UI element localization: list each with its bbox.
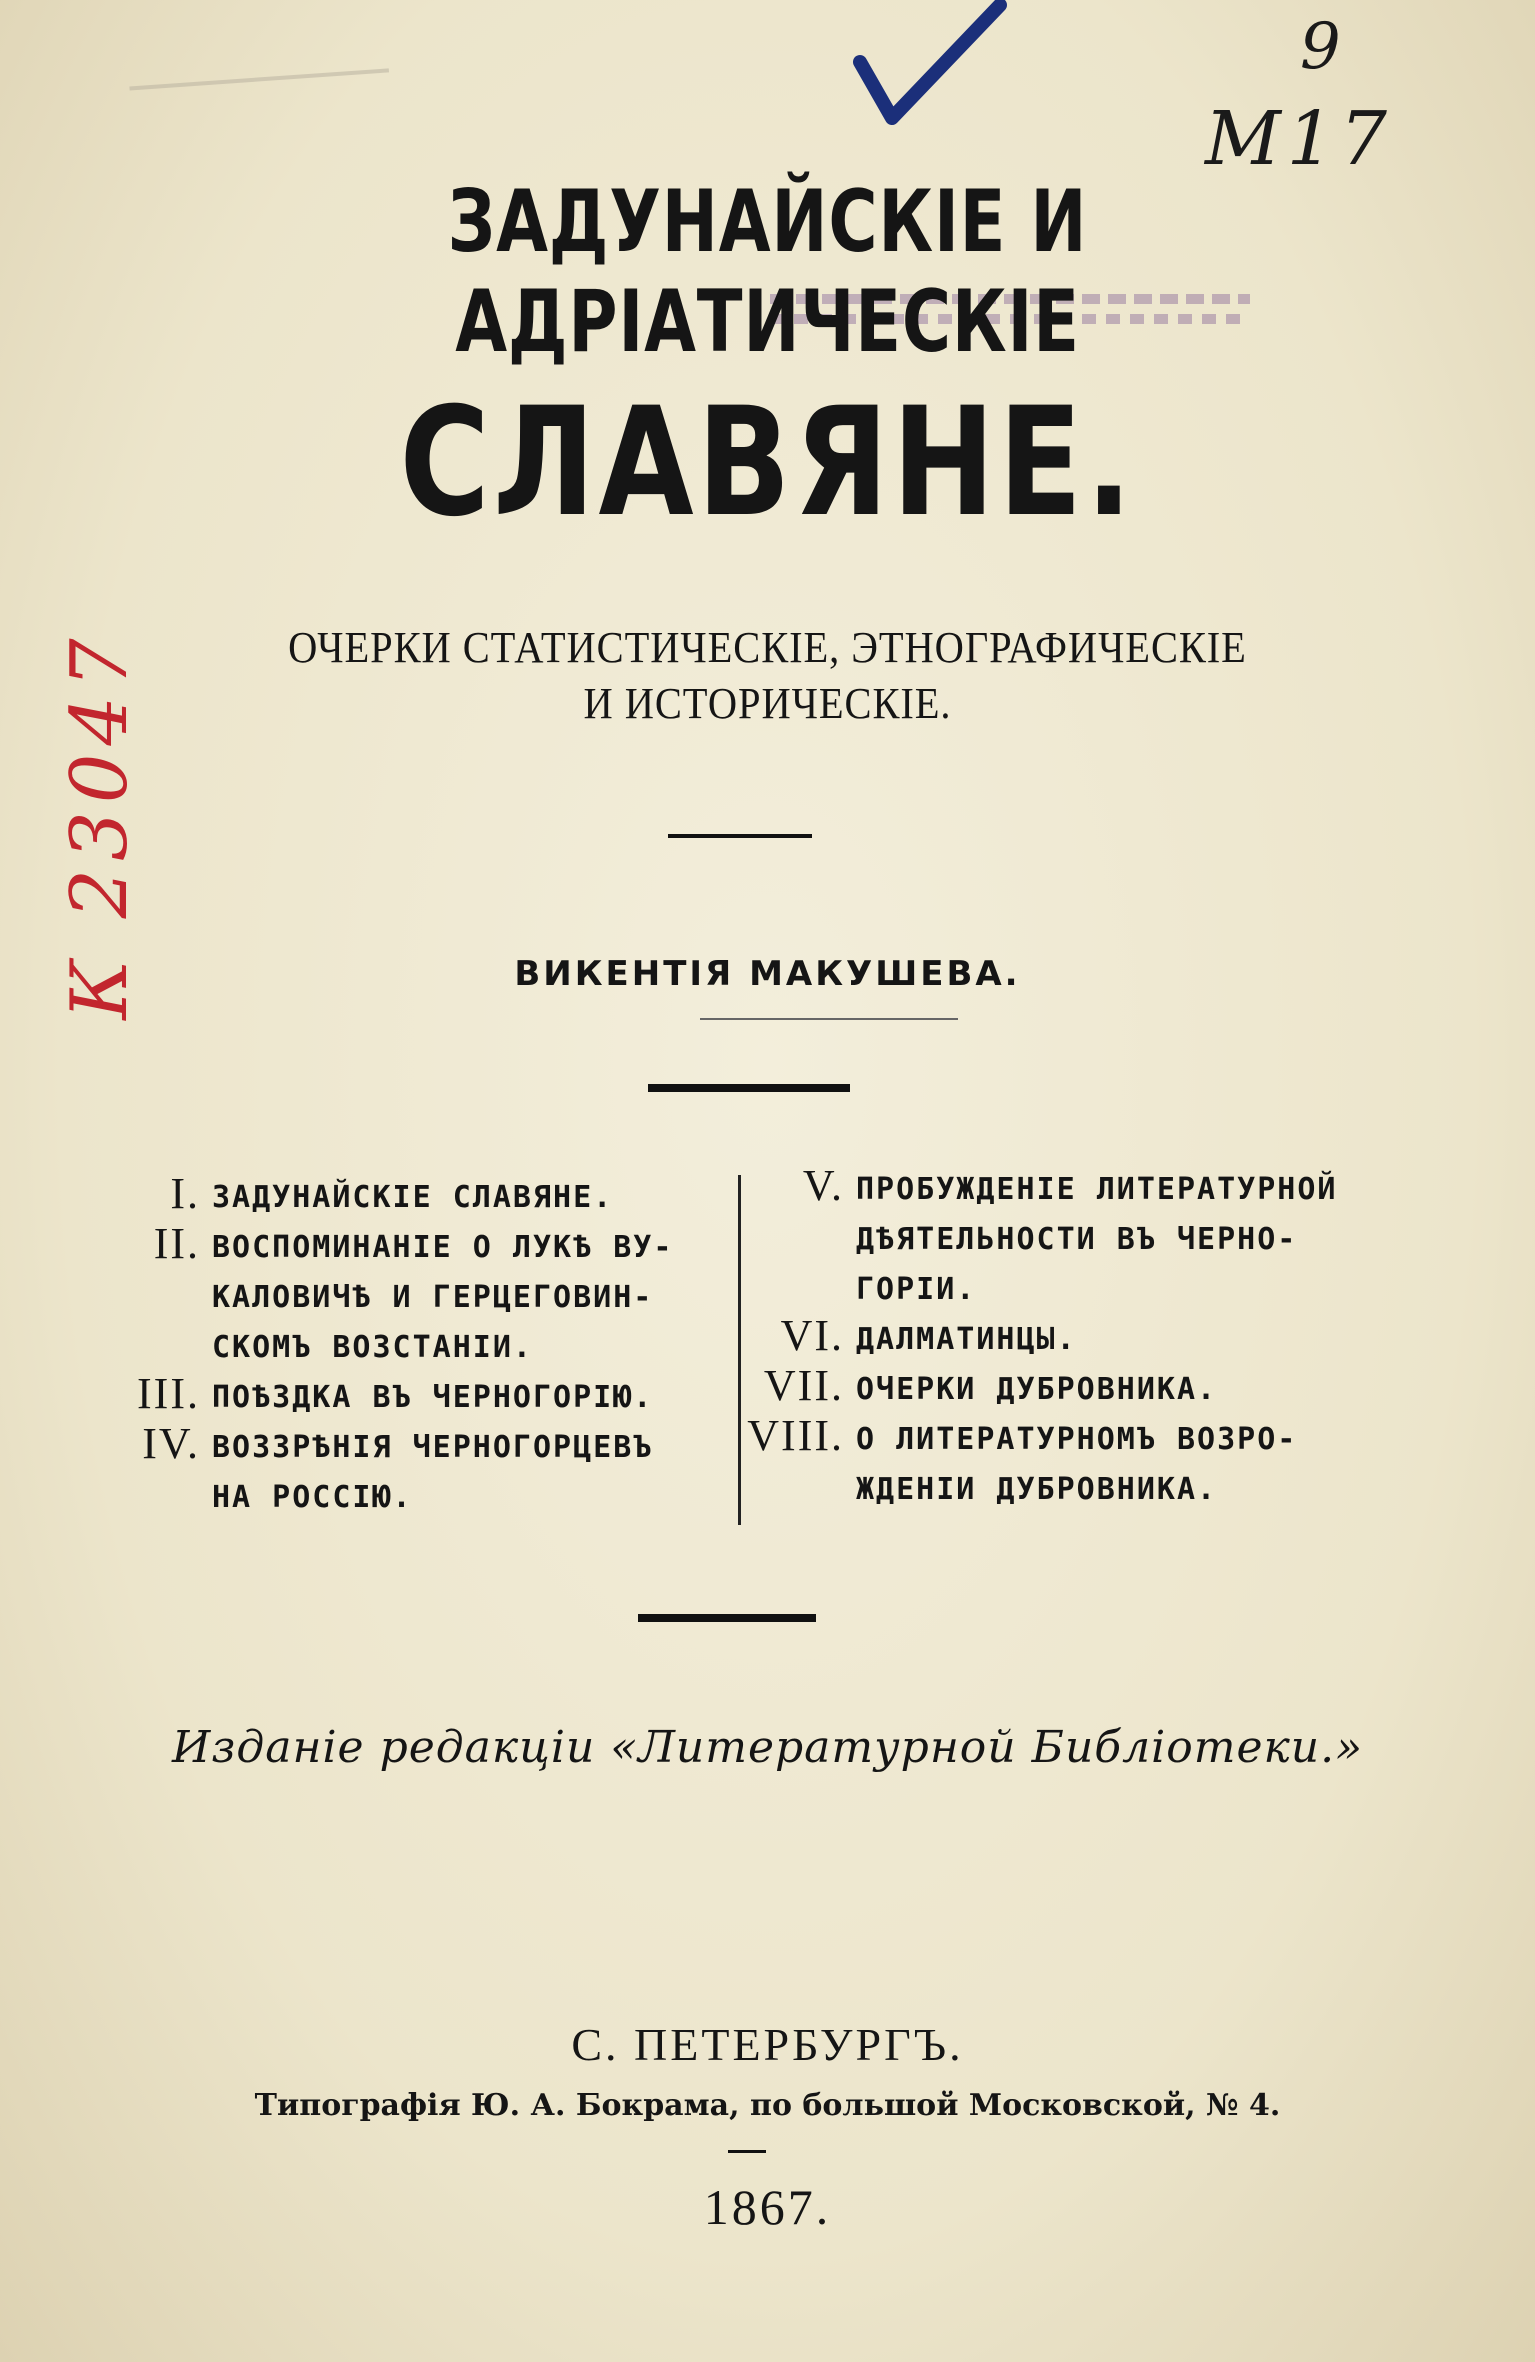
toc-numeral: IV. xyxy=(142,1419,200,1468)
toc-numeral: I. xyxy=(170,1169,200,1218)
divider-rule-2 xyxy=(648,1084,850,1092)
subtitle-line-1: ОЧЕРКИ СТАТИСТИЧЕСКІЕ, ЭТНОГРАФИЧЕСКІЕ xyxy=(288,623,1247,672)
shelf-number-annotation: 9 xyxy=(1300,10,1341,84)
toc-entry-line: ПОѢЗДКА ВЪ ЧЕРНОГОРІЮ. xyxy=(212,1380,654,1415)
title-line-2: СЛАВЯНЕ. xyxy=(399,376,1136,550)
divider-rule-1 xyxy=(668,834,812,838)
check-mark-icon xyxy=(840,0,1020,150)
toc-entry-line: ДАЛМАТИНЦЫ. xyxy=(856,1322,1077,1357)
year-line: 1867. xyxy=(703,2179,832,2235)
divider-rule-3 xyxy=(638,1614,816,1622)
toc-entry-line: ЗАДУНАЙСКІЕ СЛАВЯНЕ. xyxy=(212,1180,614,1215)
contents-left-column xyxy=(110,1169,730,1540)
toc-entry-line: КАЛОВИЧѢ И ГЕРЦЕГОВИН- xyxy=(212,1280,654,1315)
toc-entry-line: СКОМЪ ВОЗСТАНІИ. xyxy=(212,1330,533,1365)
publisher-line: Изданіе редакціи «Литературной Библіотеки.» xyxy=(172,1722,1363,1773)
title-line-1: ЗАДУНАЙСКІЕ И АДРІАТИЧЕСКІЕ xyxy=(447,172,1088,372)
divider-rule-4 xyxy=(728,2150,766,2153)
toc-entry-line: О ЛИТЕРАТУРНОМЪ ВОЗРО- xyxy=(856,1422,1298,1457)
toc-entry-line: ГОРІИ. xyxy=(856,1272,977,1307)
toc-entry-line: ЖДЕНІИ ДУБРОВНИКА. xyxy=(856,1472,1218,1507)
toc-numeral: VIII. xyxy=(747,1411,844,1460)
subtitle-line-2: И ИСТОРИЧЕСКІЕ. xyxy=(583,679,952,728)
toc-numeral: II. xyxy=(153,1219,200,1268)
toc-entry-line: ДѢЯТЕЛЬНОСТИ ВЪ ЧЕРНО- xyxy=(856,1222,1298,1257)
toc-numeral: VI. xyxy=(780,1311,844,1360)
city-line: С. ПЕТЕРБУРГЪ. xyxy=(571,2019,964,2070)
red-pencil-margin-note: К 23047 xyxy=(55,630,145,1020)
author-underline xyxy=(700,1018,958,1020)
printer-line: Типографія Ю. А. Бокрама, по большой Московской, № 4. xyxy=(254,2088,1281,2123)
toc-entry-line: ВОСПОМИНАНІЕ О ЛУКѢ ВУ- xyxy=(212,1230,674,1265)
faded-library-stamp xyxy=(125,10,434,171)
contents-right-column xyxy=(740,1161,1420,1532)
toc-entry-line: ВОЗЗРѢНІЯ ЧЕРНОГОРЦЕВЪ xyxy=(212,1430,654,1465)
author-line: ВИКЕНТІЯ МАКУШЕВА. xyxy=(514,954,1021,994)
toc-entry-line: ОЧЕРКИ ДУБРОВНИКА. xyxy=(856,1372,1218,1407)
toc-numeral: III. xyxy=(137,1369,200,1418)
shelf-code-annotation: М17 xyxy=(1205,96,1393,182)
toc-entry-line: НА РОССІЮ. xyxy=(212,1480,413,1515)
toc-numeral: V. xyxy=(802,1161,844,1210)
toc-entry-line: ПРОБУЖДЕНІЕ ЛИТЕРАТУРНОЙ xyxy=(856,1172,1338,1207)
toc-numeral: VII. xyxy=(763,1361,844,1410)
